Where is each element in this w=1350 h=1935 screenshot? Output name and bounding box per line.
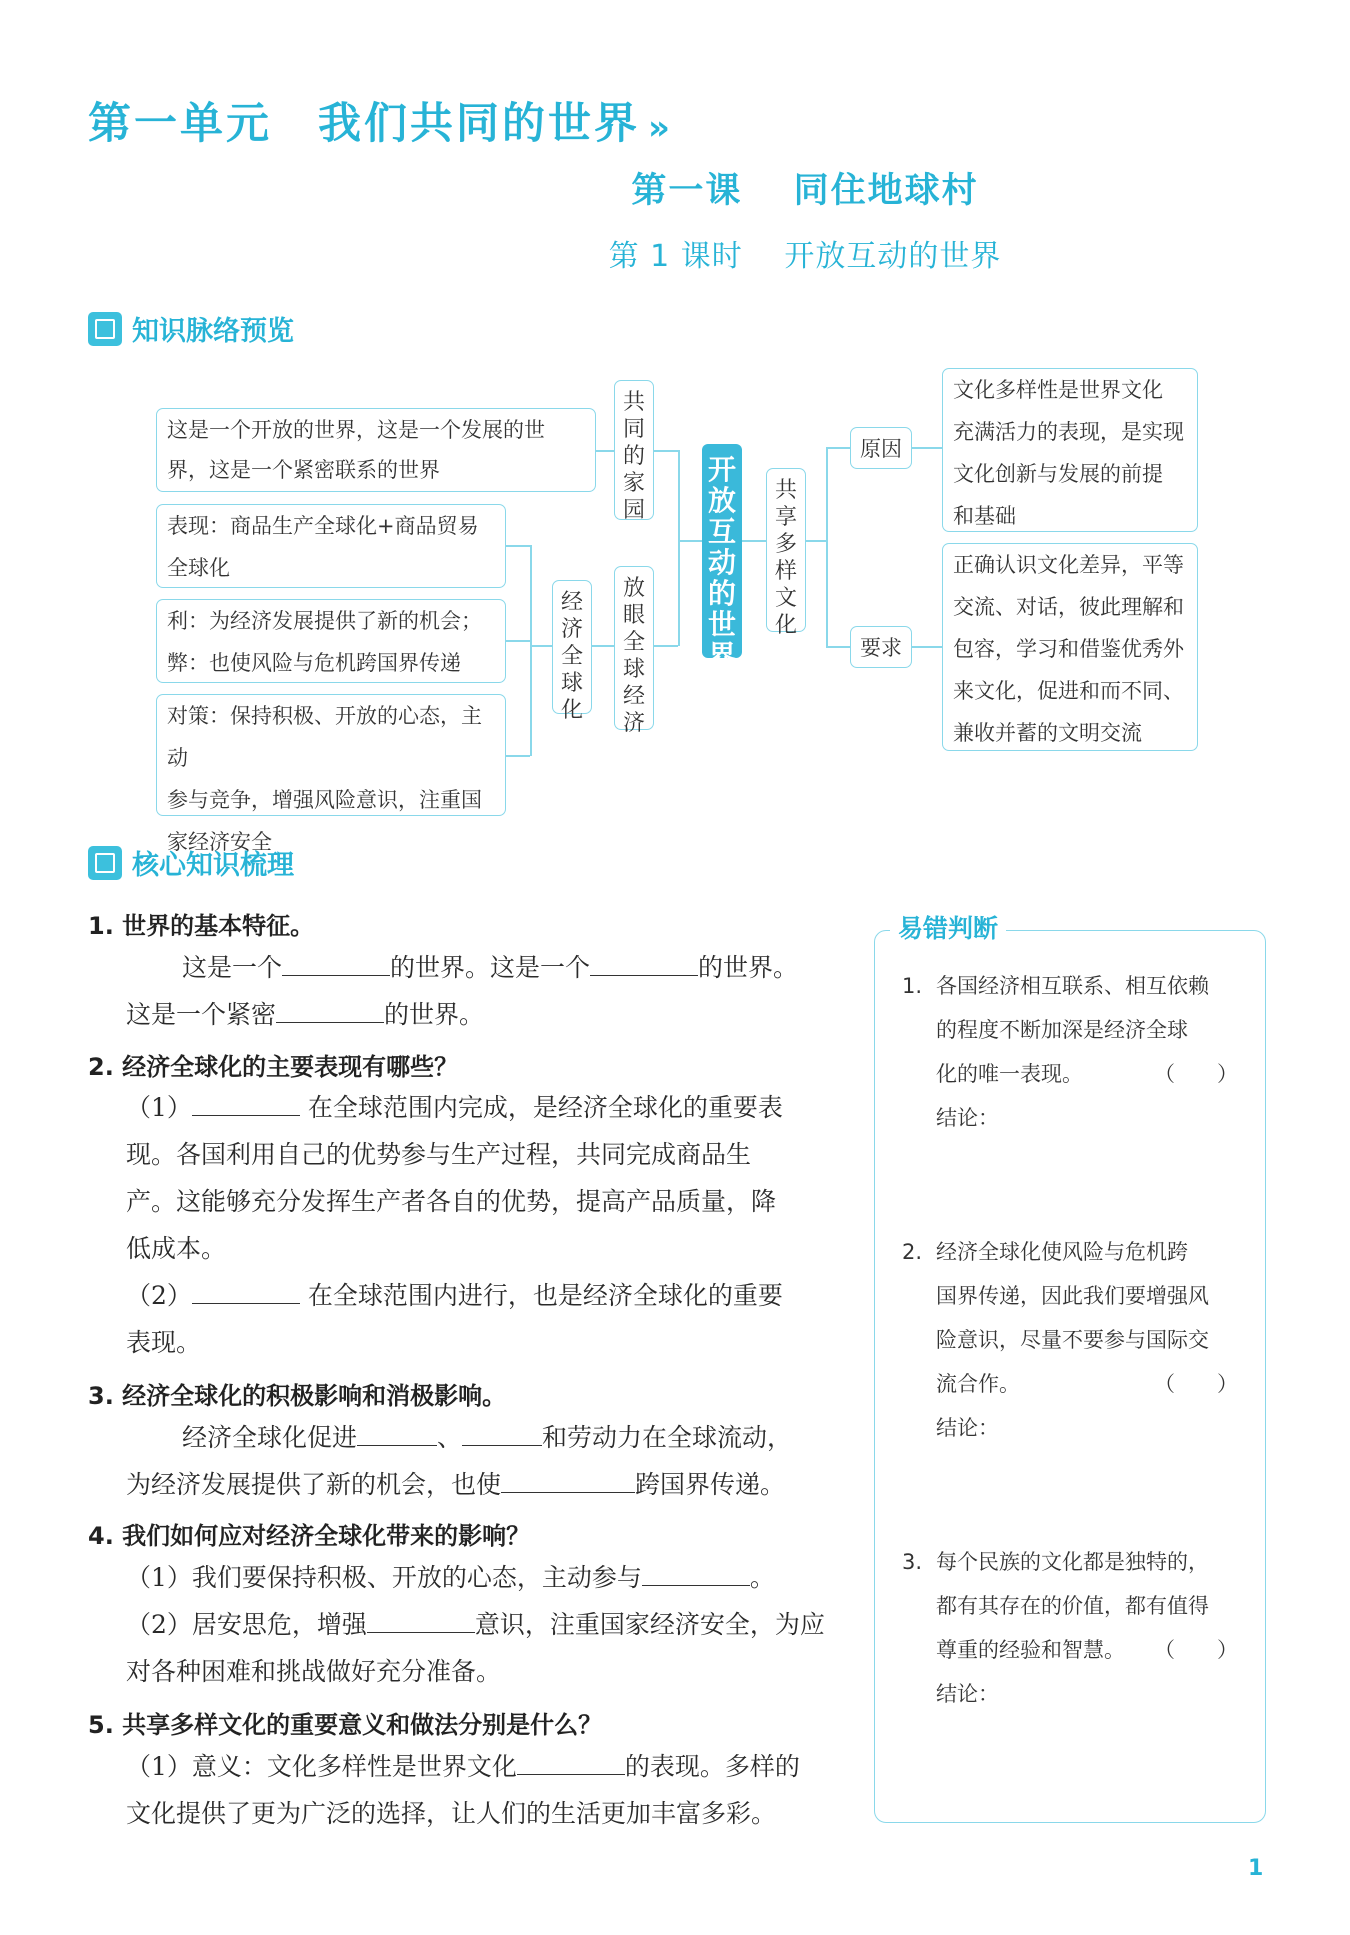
fill-blank[interactable] [367,1608,475,1633]
require-line: 正确认识文化差异，平等 [953,553,1184,577]
q5-text: 的表现。多样的 [624,1752,800,1781]
q1-text: 的世界。 [384,1000,485,1029]
judgment-line: 各国经济相互联系、相互依赖 [936,974,1209,998]
require-line: 来文化，促进和而不同、 [953,679,1184,703]
judgment-line: 都有其存在的价值，都有值得 [936,1594,1209,1618]
q5-title: 5. 共享多样文化的重要意义和做法分别是什么？ [88,1711,603,1739]
q2-text: 产。这能够充分发挥生产者各自的优势，提高产品质量，降 [126,1187,777,1216]
reason-line: 文化多样性是世界文化 [953,378,1163,402]
require-line: 兼收并蓄的文明交流 [953,721,1142,745]
reason-line: 充满活力的表现，是实现 [953,420,1184,444]
gl-performance-box [156,504,506,588]
mind-map [0,0,1350,900]
judgment-line: 经济全球化使风险与危机跨 [936,1240,1188,1264]
unit-name: 我们共同的世界 [318,99,640,149]
gl-measures-line: 对策：保持积极、开放的心态，主动 [167,704,482,770]
fill-blank[interactable] [276,998,384,1023]
gl-pros-line: 利：为经济发展提供了新的机会； [167,609,482,633]
judgment-item [902,964,1242,1140]
home-desc-box [156,408,596,492]
fill-blank[interactable] [501,1468,635,1493]
q2-text: （1） [126,1093,192,1122]
judgment-line: 的程度不断加深是经济全球 [936,1018,1188,1042]
q2-text: 表现。 [126,1328,202,1357]
fill-blank[interactable] [192,1091,300,1116]
require-line: 交流、对话，彼此理解和 [953,595,1184,619]
double-chevron-icon: » [648,108,670,148]
judgment-number: 1. [902,974,923,998]
q4-text: 。 [749,1563,775,1592]
q4-body [126,1554,836,1695]
q1-text: 的世界。这是一个 [390,953,591,982]
conclusion-label: 结论： [936,1106,999,1130]
judgment-line: 化的唯一表现。 [936,1062,1083,1086]
q3-text: 和劳动力在全球流动， [542,1423,793,1452]
judgment-line: 尊重的经验和智慧。 [936,1638,1125,1662]
fill-blank[interactable] [590,951,698,976]
q4-text: 对各种困难和挑战做好充分准备。 [126,1657,502,1686]
q2-text: 在全球范围内进行，也是经济全球化的重要 [307,1281,783,1310]
q1-text: 这是一个 [182,953,283,982]
judgment-number: 3. [902,1550,923,1574]
answer-paren[interactable]: （ ） [1154,1062,1238,1086]
q1-title: 1. 世界的基本特征。 [88,912,315,940]
period-number: 第 1 课时 [608,239,743,274]
fill-blank[interactable] [642,1561,750,1586]
q3-body [126,1414,836,1508]
gl-performance-line: 全球化 [167,556,230,580]
gl-measures-line: 家经济安全 [167,830,272,854]
gl-pros-cons-box [156,599,506,683]
fill-blank[interactable] [517,1750,625,1775]
conclusion-label: 结论： [936,1682,999,1706]
q4-text: 意识，注重国家经济安全，为应 [474,1610,825,1639]
reason-line: 文化创新与发展的前提 [953,462,1163,486]
q1-text: 的世界。 [698,953,799,982]
center-node: 开放互动的世界 [702,444,742,658]
culture-node: 共享多样文化 [766,468,806,632]
fill-blank[interactable] [192,1279,300,1304]
judgment-line: 每个民族的文化都是独特的， [936,1550,1209,1574]
q3-title: 3. 经济全球化的积极影响和消极影响。 [88,1382,507,1410]
judgment-item [902,1230,1242,1450]
judgment-item [902,1540,1242,1716]
q4-text: （1）我们要保持积极、开放的心态，主动参与 [126,1563,642,1592]
answer-paren[interactable]: （ ） [1154,1372,1238,1396]
gl-performance-line: 表现：商品生产全球化+商品贸易 [167,514,479,538]
q4-title: 4. 我们如何应对经济全球化带来的影响？ [88,1522,531,1550]
q3-text: 经济全球化促进 [182,1423,358,1452]
gl-measures-box [156,694,506,854]
home-node: 共同的家园 [614,380,654,520]
q1-text: 这是一个紧密 [126,1000,277,1029]
gl-cons-line: 弊：也使风险与危机跨国界传递 [167,651,461,675]
fill-blank[interactable] [282,951,390,976]
page-number: 1 [1248,1856,1264,1881]
q3-text: 为经济发展提供了新的机会，也使 [126,1470,502,1499]
section-core-heading [88,843,294,882]
judgment-line: 险意识，尽量不要参与国际交 [936,1328,1209,1352]
error-judgment-title: 易错判断 [890,909,1006,945]
require-box [942,543,1198,751]
q5-body [126,1743,836,1837]
home-desc-line: 界，这是一个紧密联系的世界 [167,458,440,482]
globalization-node: 经济全球化 [552,580,592,714]
lesson-name: 同住地球村 [793,171,979,211]
q5-text: （1）意义：文化多样性是世界文化 [126,1752,517,1781]
reason-box [942,368,1198,532]
q1-body [126,944,836,1038]
unit-number: 第一单元 [88,99,272,149]
checkbox-icon [88,846,122,880]
q2-text: 在全球范围内完成，是经济全球化的重要表 [307,1093,783,1122]
answer-paren[interactable]: （ ） [1154,1638,1238,1662]
judgment-number: 2. [902,1240,923,1264]
section-preview-label: 知识脉络预览 [132,316,294,347]
gl-measures-line: 参与竞争，增强风险意识，注重国 [167,788,482,812]
conclusion-label: 结论： [936,1416,999,1440]
q3-text: 跨国界传递。 [635,1470,786,1499]
judgment-line: 流合作。 [936,1372,1020,1396]
q2-body [126,1084,836,1366]
q2-title: 2. 经济全球化的主要表现有哪些？ [88,1053,459,1081]
require-line: 包容，学习和借鉴优秀外 [953,637,1184,661]
q5-text: 文化提供了更为广泛的选择，让人们的生活更加丰富多彩。 [126,1799,777,1828]
reason-line: 和基础 [953,504,1016,528]
fill-blank[interactable] [462,1421,542,1446]
home-desc-line: 这是一个开放的世界，这是一个发展的世 [167,418,545,442]
judgment-line: 国界传递，因此我们要增强风 [936,1284,1209,1308]
fill-blank[interactable] [357,1421,437,1446]
period-name: 开放互动的世界 [784,239,1002,274]
q4-text: （2）居安思危，增强 [126,1610,367,1639]
lesson-number: 第一课 [631,171,743,211]
q2-text: 低成本。 [126,1234,227,1263]
q2-text: （2） [126,1281,192,1310]
reason-label: 原因 [850,427,912,469]
q3-text: 、 [437,1423,463,1452]
q2-text: 现。各国利用自己的优势参与生产过程，共同完成商品生 [126,1140,752,1169]
section-core-label: 核心知识梳理 [132,850,294,881]
require-label: 要求 [850,626,912,668]
economy-node: 放眼全球经济 [614,566,654,730]
